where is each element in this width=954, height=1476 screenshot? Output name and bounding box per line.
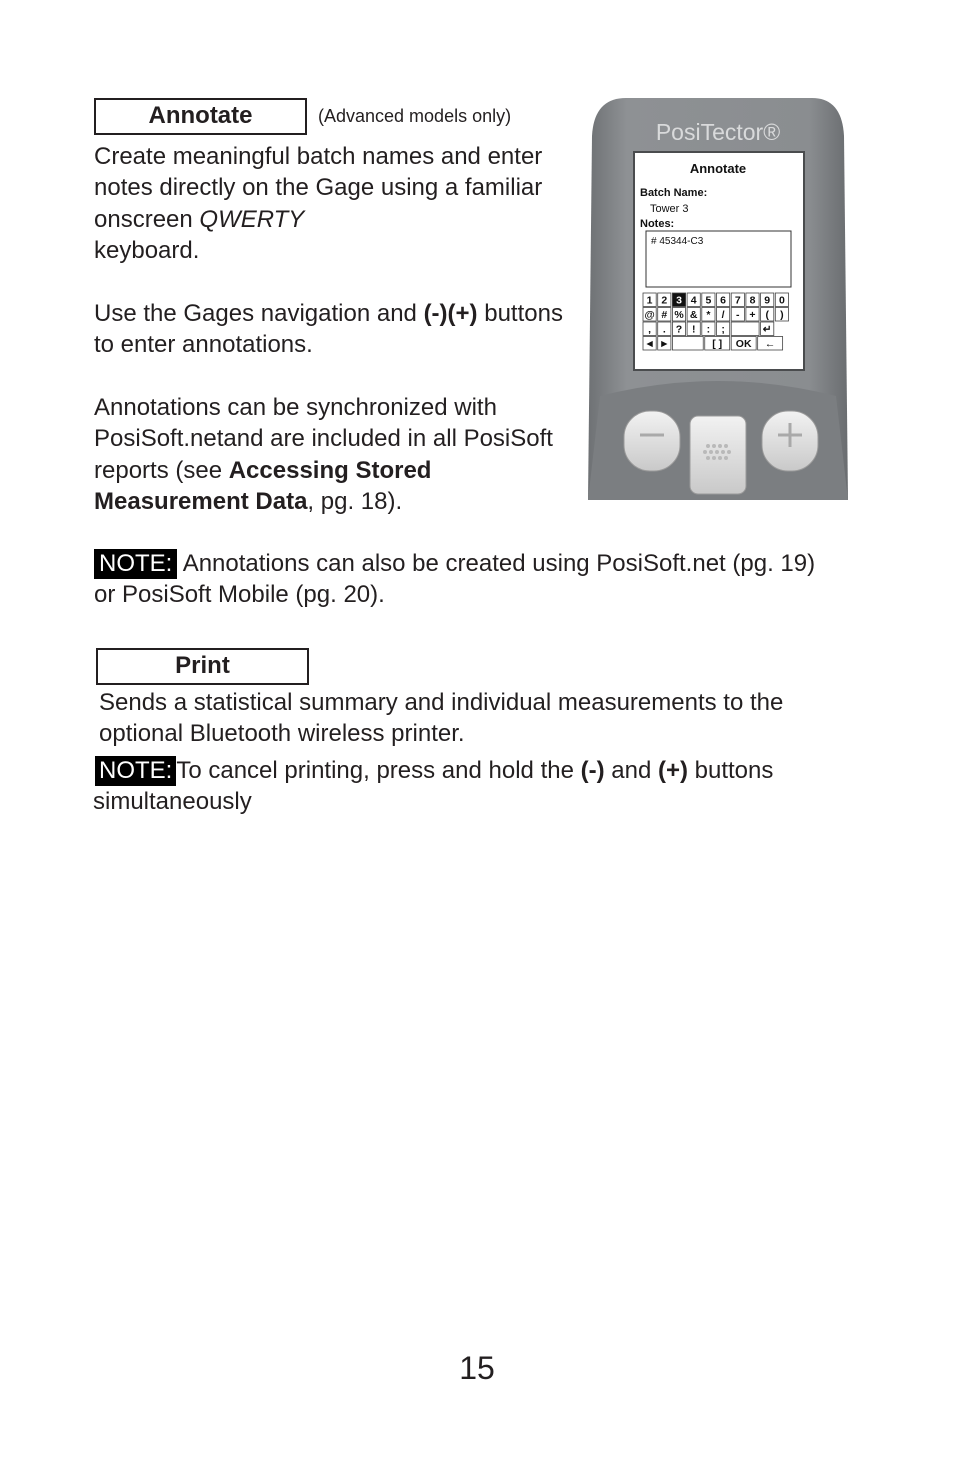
keyboard-key-label: / [721,309,725,321]
screen-title: Annotate [689,161,747,176]
keyboard-key-label: + [749,309,756,321]
keyboard-key-label: ( [765,309,769,321]
annotate-qualifier: (Advanced models only) [318,106,512,126]
annotate-heading: Annotate [148,102,253,129]
keyboard-key-label: % [674,309,684,321]
keyboard-key-label: ! [691,323,696,336]
notes-label: Notes: [640,218,675,230]
keyboard-key-label: ; [721,323,725,336]
keyboard-key [731,322,759,336]
batch-value: Tower 3 [650,203,689,215]
keyboard-key-label: OK [735,338,752,350]
keyboard-key-label: 6 [720,294,727,307]
keyboard-key-label: 0 [778,294,785,307]
keyboard-key-label: 1 [646,294,653,307]
keyboard-key-label: 5 [705,294,712,307]
keyboard-key-label: 7 [734,294,741,307]
keyboard-key-label: 8 [749,294,756,307]
keyboard-key-label: ► [659,338,670,350]
keyboard-key-label: ◄ [644,338,655,350]
keyboard-key-label: & [689,309,698,321]
keyboard-key-label: - [736,309,740,321]
keyboard-key-label: [ ] [712,338,723,350]
keyboard-key-label: @ [644,309,655,321]
keyboard-key-label: , [648,323,652,336]
annotate-heading-box [94,98,307,135]
keyboard-key-label: 4 [690,294,697,307]
page-number: 15 [459,1350,495,1386]
keyboard-key-label: : [706,323,711,336]
keyboard-key-label: ) [780,309,784,321]
note-label: NOTE: [95,756,176,786]
print-note: NOTE: To cancel printing, press and hold the (-) and (+) buttons simultaneously [93,757,774,815]
notes-value: # 45344-C3 [651,236,704,247]
keyboard-key-label: # [661,309,668,321]
keyboard-key-label: 2 [661,294,668,307]
keyboard-key-label: 9 [764,294,771,307]
positector-device-image [586,96,850,500]
annotate-paragraph-2: Use the Gages navigation and (-)(+) buttons to enter annotations. [94,300,563,359]
note-label: NOTE: [94,549,177,579]
annotate-paragraph-3: Annotations can be synchronized with PosiSoft.netand are included in all PosiSoft reports (see Accessing Stored Measurement Data, pg. 18). [94,394,553,516]
keyboard-key-label: ? [675,323,683,336]
keyboard-key-label: ← [764,338,776,350]
print-paragraph: Sends a statistical summary and individual measurements to the optional Bluetooth wireless printer. [99,689,784,748]
keyboard-key-label: . [662,323,666,336]
batch-label: Batch Name: [640,187,708,199]
keyboard-key-label: ↵ [762,323,772,336]
annotate-note: NOTE: Annotations can also be created using PosiSoft.net (pg. 19) or PosiSoft Mobile (pg. 20). [94,550,816,609]
minus-button [624,411,680,471]
keyboard-key [672,337,703,351]
print-heading: Print [175,652,230,679]
print-heading-box [96,648,309,685]
device-brand: PosiTector® [655,119,781,145]
keyboard-key-label: * [706,309,711,321]
keyboard-key-label: 3 [676,294,682,307]
center-button [690,416,746,494]
annotate-paragraph-1: Create meaningful batch names and enter notes directly on the Gage using a familiar onscreen QWERTY keyboard. [94,143,543,265]
